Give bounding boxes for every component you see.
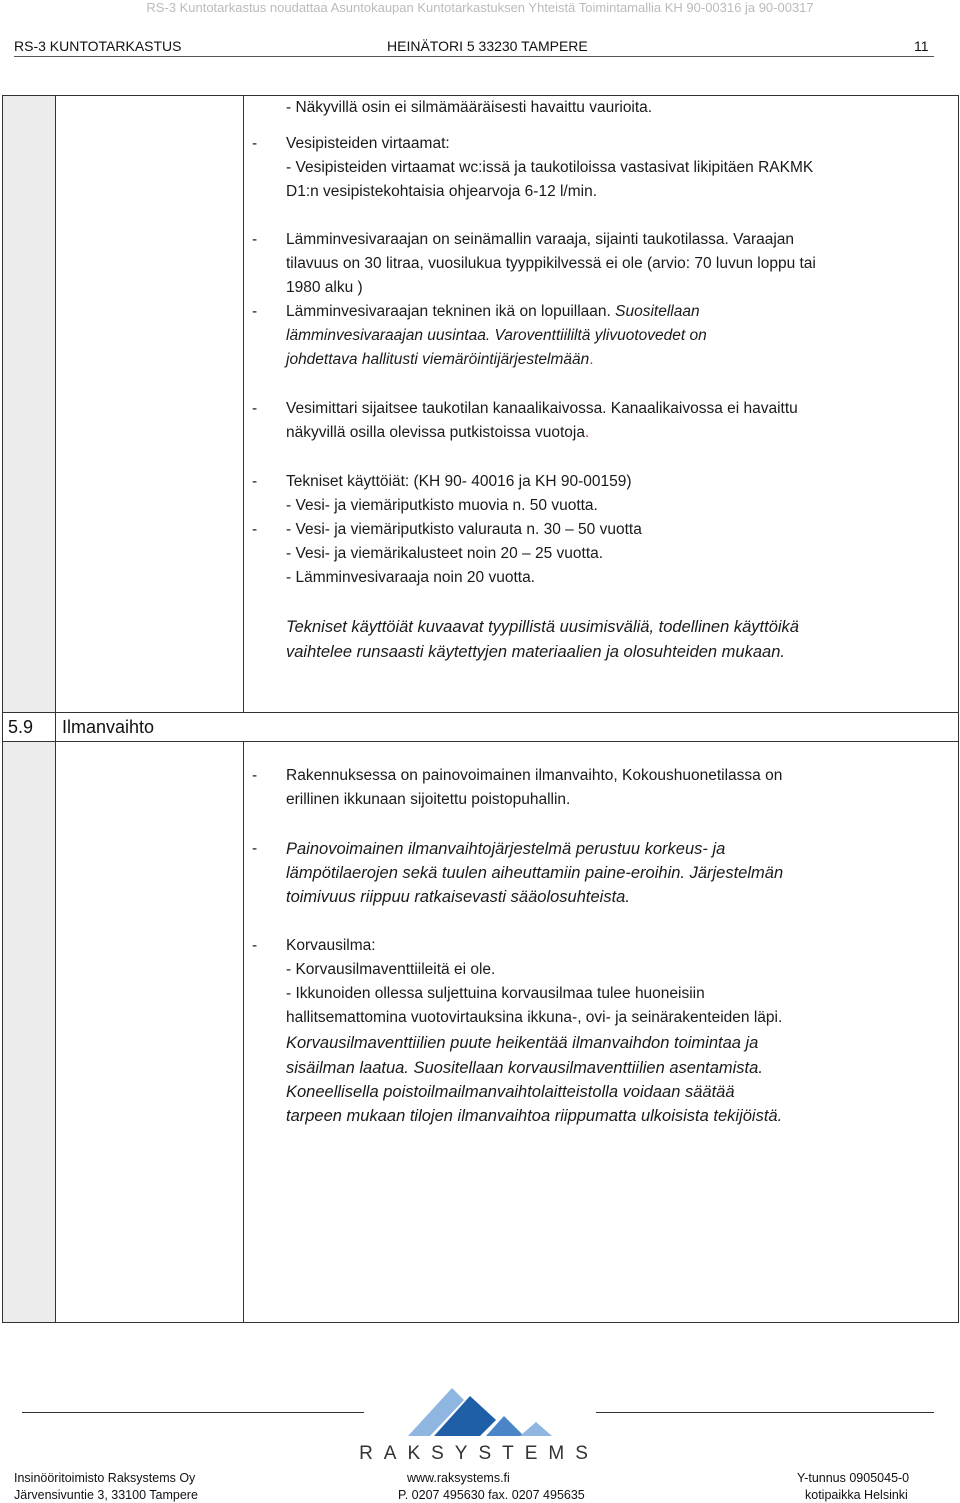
section-border-bottom (2, 741, 959, 742)
running-header: RS-3 Kuntotarkastus noudattaa Asuntokaupan Kuntotarkastuksen Yhteistä Toimintamallia KH 90-00316 ja 90-00317 (146, 0, 814, 15)
header-report-type: RS-3 KUNTOTARKASTUS (14, 38, 182, 54)
text-line: Vesipisteiden virtaamat: (286, 135, 450, 152)
text-fragment: näkyvillä osilla olevissa putkistoissa vuotoja (286, 424, 585, 441)
text-fragment: . (589, 351, 594, 368)
table-border-bottom (2, 1322, 959, 1323)
table-border-right (958, 95, 959, 1323)
text-line: - Vesi- ja viemärikalusteet noin 20 – 25 vuotta. (286, 545, 604, 562)
text-line: hallitsemattomina vuotovirtauksina ikkuna-, ovi- ja seinärakenteiden läpi. (286, 1009, 783, 1026)
text-line: Tekniset käyttöiät: (KH 90- 40016 ja KH 90-00159) (286, 473, 632, 490)
text-line: - Ikkunoiden ollessa suljettuina korvausilmaa tulee huoneisiin (286, 985, 705, 1002)
text-line: - Vesi- ja viemäriputkisto muovia n. 50 vuotta. (286, 497, 598, 514)
italic-text-line: Koneellisella poistoilmailmanvaihtolaitteistolla voidaan säätää (286, 1083, 735, 1101)
footer-domicile: kotipaikka Helsinki (805, 1488, 908, 1502)
bullet-dash: - (252, 473, 258, 490)
table-border-inner (55, 95, 56, 1323)
recommendation-text: johdettava hallitusti viemäröintijärjestelmään (286, 351, 590, 368)
text-line: Korvausilma: (286, 937, 376, 954)
text-fragment: Lämminvesivaraajan tekninen ikä on lopuillaan. (286, 303, 616, 320)
header-page-number: 11 (914, 38, 929, 54)
logo-wordmark: RAKSYSTEMS (359, 1443, 599, 1464)
section-number: 5.9 (8, 717, 34, 737)
table-border-left (2, 95, 3, 1323)
recommendation-text: lämminvesivaraajan uusintaa. Varoventtiililtä ylivuotovedet on (286, 327, 707, 344)
header-divider (14, 56, 934, 57)
text-line: Lämminvesivaraajan on seinämallin varaaja, sijainti taukotilassa. Varaajan (286, 231, 795, 248)
bullet-dash: - (252, 767, 258, 784)
bullet-dash: - (252, 937, 258, 954)
raksystems-logo-icon (400, 1380, 560, 1438)
text-line: D1:n vesipistekohtaisia ohjearvoja 6-12 l/min. (286, 183, 598, 200)
section-title: Ilmanvaihto (62, 717, 155, 737)
text-line (286, 348, 594, 372)
header-address: HEINÄTORI 5 33230 TAMPERE (387, 38, 588, 54)
text-line: - Näkyvillä osin ei silmämääräisesti havaittu vaurioita. (286, 99, 653, 116)
bullet-dash: - (252, 231, 258, 248)
italic-text-line: tarpeen mukaan tilojen ilmanvaihtoa riippumatta ulkoisista tekijöistä. (286, 1107, 783, 1125)
text-line: - Vesi- ja viemäriputkisto valurauta n. 30 – 50 vuotta (286, 521, 642, 538)
text-line: Rakennuksessa on painovoimainen ilmanvaihto, Kokoushuonetilassa on (286, 767, 783, 784)
left-margin-band (2, 95, 55, 1323)
table-border-col-lower (243, 741, 244, 1323)
bullet-dash: - (252, 303, 258, 320)
text-line: - Lämminvesivaraaja noin 20 vuotta. (286, 569, 535, 586)
text-line: erillinen ikkunaan sijoitettu poistopuhallin. (286, 791, 571, 808)
text-line: tilavuus on 30 litraa, vuosilukua tyyppikilvessä ei ole (arvio: 70 luvun loppu tai (286, 255, 816, 272)
text-line: - Korvausilmaventtiileitä ei ole. (286, 961, 496, 978)
text-line: 1980 alku ) (286, 279, 363, 296)
italic-text-line: Korvausilmaventtiilien puute heikentää ilmanvaihdon toimintaa ja (286, 1034, 759, 1052)
bullet-dash: - (252, 135, 258, 152)
service-life-note: Tekniset käyttöiät kuvaavat tyypillistä uusimisväliä, todellinen käyttöikä (286, 618, 799, 636)
footer-phone: P. 0207 495630 fax. 0207 495635 (398, 1488, 585, 1502)
bullet-dash: - (252, 521, 258, 538)
recommendation-text: Suositellaan (615, 303, 700, 320)
italic-text-line: lämpötilaerojen sekä tuulen aiheuttamiin paine-eroihin. Järjestelmän (286, 864, 784, 882)
text-fragment: . (584, 424, 590, 441)
italic-text-line: Painovoimainen ilmanvaihtojärjestelmä perustuu korkeus- ja (286, 840, 726, 858)
logo-rule-left (22, 1412, 364, 1413)
bullet-dash: - (252, 840, 258, 857)
footer-company: Insinööritoimisto Raksystems Oy (14, 1471, 196, 1485)
table-border-col-upper (243, 95, 244, 713)
text-line (286, 300, 700, 324)
service-life-note: vaihtelee runsaasti käytettyjen materiaalien ja olosuhteiden mukaan. (286, 643, 785, 661)
footer-business-id: Y-tunnus 0905045-0 (797, 1471, 910, 1485)
logo-rule-right (596, 1412, 934, 1413)
bullet-dash: - (252, 400, 258, 417)
text-line: Vesimittari sijaitsee taukotilan kanaalikaivossa. Kanaalikaivossa ei havaittu (286, 400, 798, 417)
footer-website[interactable]: www.raksystems.fi (407, 1471, 510, 1485)
text-line (286, 421, 589, 445)
section-border-top (2, 712, 959, 713)
italic-text-line: sisäilman laatua. Suositellaan korvausilmaventtiilien asentamista. (286, 1059, 763, 1077)
footer-address: Järvensivuntie 3, 33100 Tampere (14, 1488, 198, 1502)
text-line: - Vesipisteiden virtaamat wc:issä ja taukotiloissa vastasivat likipitäen RAKMK (286, 159, 814, 176)
italic-text-line: toimivuus riippuu ratkaisevasti sääolosuhteista. (286, 888, 630, 906)
